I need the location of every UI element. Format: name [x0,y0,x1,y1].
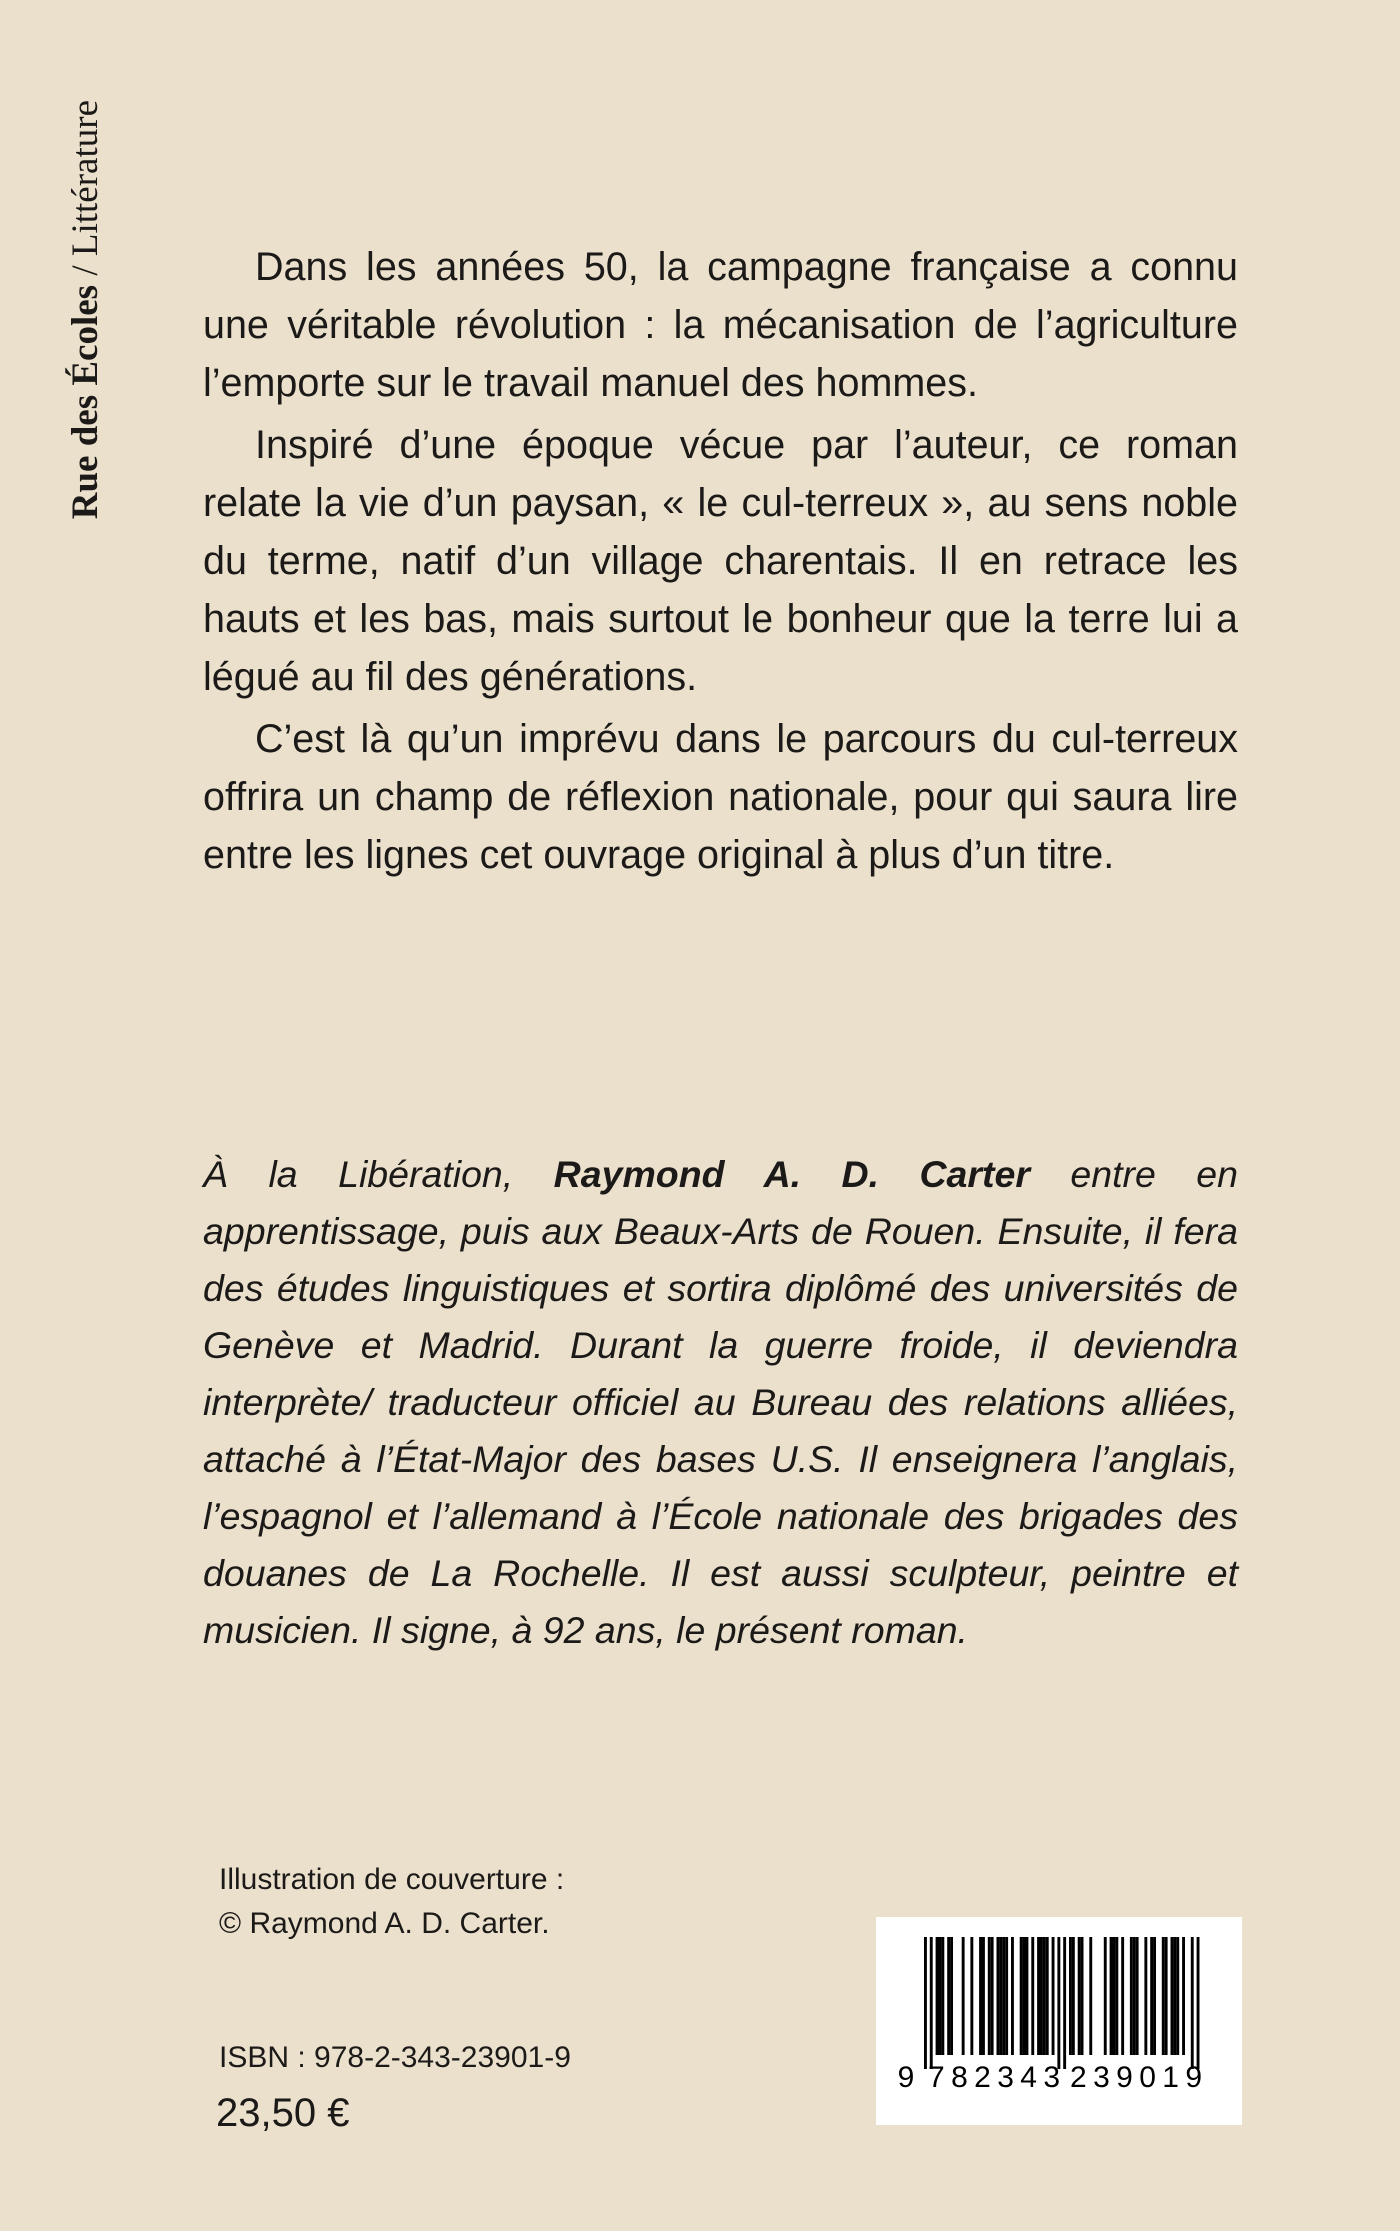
barcode-bar [1113,1937,1116,2055]
blurb-paragraph: Dans les années 50, la campagne française a connu une véritable révolution : la mécanisation de l’agriculture l’emporte sur le travail manuel des hommes. [203,245,1238,405]
barcode-bar [982,1937,985,2055]
blurb-paragraph: C’est là qu’un imprévu dans le parcours du cul-terreux offrira un champ de réflexion nationale, pour qui saura lire entre les lignes cet ouvrage original à plus d’un titre. [203,717,1238,877]
barcode-bars [924,1937,1200,2069]
barcode-bar [947,1937,950,2055]
barcode-bar [1005,1937,1008,2055]
barcode-bar [1115,1937,1118,2055]
barcode-bar [1153,1937,1156,2055]
barcode-bar [1081,1937,1084,2055]
barcode-bar [1052,1937,1055,2055]
barcode [876,1917,1242,2125]
barcode-bar [962,1937,965,2055]
barcode-digit-first: 9 [897,2061,915,2094]
barcode-bar [941,1937,944,2055]
barcode-bar [1078,1937,1081,2055]
barcode-bar [1002,1937,1005,2055]
barcode-bar [1182,1937,1185,2055]
collection-name: Rue des Écoles [65,284,106,520]
blurb-paragraph: Inspiré d’une époque vécue par l’auteur, ce roman relate la vie d’un paysan, « le cul-terreux », au sens noble du terme, natif d’un village charentais. Il en retrace les hauts et les bas, mais surtout le bonheur que la terre lui a légué au fil des générations. [203,423,1238,699]
barcode-bar [936,1937,939,2055]
bio-intro: À la Libération, [203,1153,554,1195]
spine-text [56,100,116,620]
barcode-bar [988,1937,991,2055]
barcode-bar [1046,1937,1049,2055]
barcode-bar [1171,1937,1174,2055]
barcode-bar [1031,1937,1034,2055]
barcode-bar [1150,1937,1153,2055]
barcode-bar [1089,1937,1092,2055]
author-name: Raymond A. D. Carter [553,1153,1030,1195]
barcode-bar [1136,1937,1139,2055]
cover-credits [219,1858,564,1946]
barcode-bar [1026,1937,1029,2055]
barcode-bar [997,1937,1000,2055]
genre-name: Littérature [65,100,106,257]
book-blurb [203,238,1238,888]
spine-label [56,100,116,620]
barcode-bar [1121,1937,1124,2055]
barcode-bar [1110,1937,1113,2055]
barcode-bar [950,1937,953,2055]
barcode-bar [1173,1937,1176,2055]
barcode-digits-left: 782343 [928,2061,1060,2094]
barcode-bar [1063,1937,1066,2069]
spine-separator: / [65,256,106,285]
barcode-bar [1197,1937,1200,2069]
barcode-digits-right: 239019 [1070,2061,1202,2094]
barcode-bar [1069,1937,1072,2055]
barcode-bar [1037,1937,1040,2055]
barcode-bar [924,1937,927,2069]
credits-line-1: Illustration de couverture : [219,1863,565,1896]
barcode-bar [991,1937,994,2055]
author-bio [203,1146,1238,1659]
barcode-bar [979,1937,982,2055]
barcode-graphic [876,1917,1242,2125]
barcode-bar [1023,1937,1026,2055]
barcode-bar [1191,1937,1194,2069]
bio-text: entre en apprentissage, puis aux Beaux-Arts de Rouen. Ensuite, il fera des études linguistiques et sortira diplômé des universités de Genève et Madrid. Durant la guerre froide, il deviendra interprète/ traducteur officiel au Bureau des relations alliées, attaché à l’État-Major des bases U.S. Il enseignera l’anglais, l’espagnol et l’allemand à l’École nationale des brigades des douanes de La Rochelle. Il est aussi sculpteur, peintre et musicien. Il signe, à 92 ans, le présent roman. [203,1153,1238,1651]
barcode-bar [999,1937,1002,2055]
barcode-bar [1040,1937,1043,2055]
barcode-bar [1072,1937,1075,2055]
barcode-bar [930,1937,933,2069]
barcode-bar [970,1937,973,2055]
barcode-bar [1057,1937,1060,2069]
barcode-bar [1162,1937,1165,2055]
barcode-bar [1144,1937,1147,2055]
isbn-number: ISBN : 978-2-343-23901-9 [219,2041,571,2074]
price: 23,50 € [216,2091,350,2135]
barcode-bar [1020,1937,1023,2055]
credits-line-2: © Raymond A. D. Carter. [219,1907,550,1940]
barcode-bar [939,1937,942,2055]
barcode-bar [1165,1937,1168,2055]
barcode-bar [1133,1937,1136,2055]
barcode-bar [1043,1937,1046,2055]
barcode-bar [1176,1937,1179,2055]
barcode-bar [1130,1937,1133,2055]
barcode-bar [1104,1937,1107,2055]
barcode-bar [1011,1937,1014,2055]
